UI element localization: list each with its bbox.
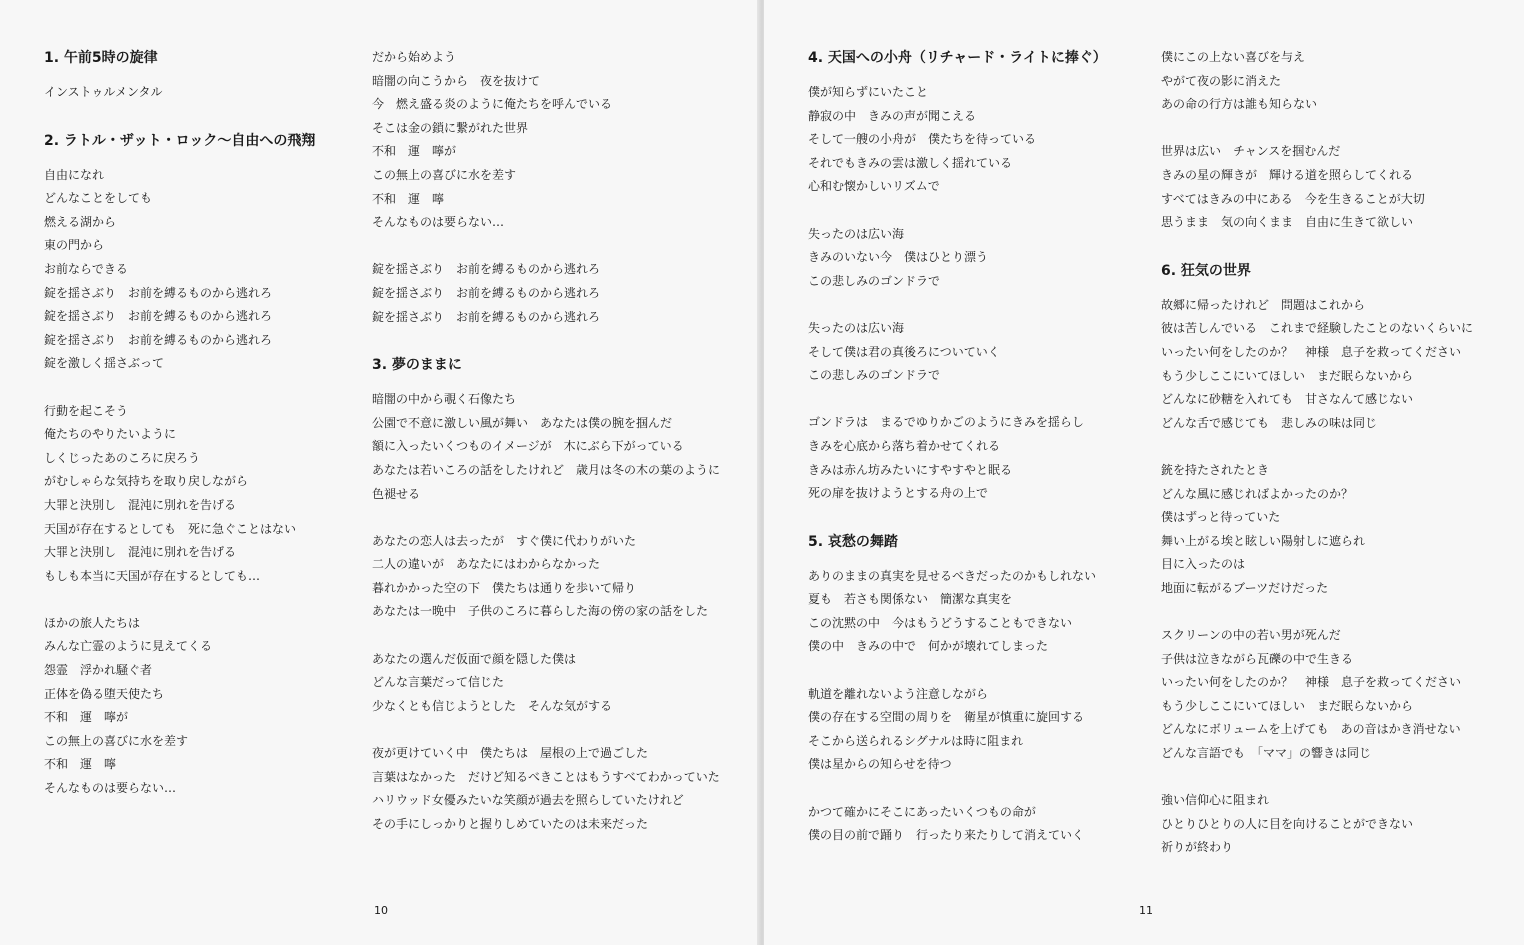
lyric-line: それでもきみの雲は激しく揺れている bbox=[808, 155, 1013, 170]
stanza-break bbox=[372, 506, 742, 530]
page-number-right: 11 bbox=[1139, 904, 1153, 917]
song-spacer bbox=[1161, 235, 1511, 259]
lyric-line: どんなに砂糖を入れても 甘さなんて感じない bbox=[1161, 392, 1414, 407]
lyric-line: 天国が存在するとしても 死に急ぐことはない bbox=[44, 521, 297, 536]
lyric-line: この悲しみのゴンドラで bbox=[808, 273, 941, 288]
lyric-line: どんなにボリュームを上げても あの音はかき消せない bbox=[1161, 722, 1461, 737]
lyric-line: もう少しここにいてほしい まだ眠らないから bbox=[1161, 698, 1414, 713]
lyric-line: あの命の行方は誰も知らない bbox=[1161, 97, 1318, 112]
lyric-line: かつて確かにそこにあったいくつもの命が bbox=[808, 804, 1036, 819]
lyric-line: 錠を揺さぶり お前を縛るものから逃れろ bbox=[44, 285, 273, 300]
lyric-line: 故郷に帰ったけれど 問題はこれから bbox=[1161, 297, 1366, 312]
lyric-line: どんな言葉だって信じた bbox=[372, 675, 505, 690]
lyric-line: 失ったのは広い海 bbox=[808, 320, 905, 335]
right-page bbox=[764, 0, 1524, 945]
lyric-line: 暗闇の向こうから 夜を抜けて bbox=[372, 73, 541, 88]
lyric-line: 静寂の中 きみの声が聞こえる bbox=[808, 108, 977, 123]
lyric-line: 暮れかかった空の下 僕たちは通りを歩いて帰り bbox=[372, 580, 637, 595]
lyric-line: 正体を偽る堕天使たち bbox=[44, 686, 165, 701]
lyric-line: やがて夜の影に消えた bbox=[1161, 73, 1282, 88]
lyric-line: きみのいない今 僕はひとり漂う bbox=[808, 250, 989, 265]
song-title: 5. 哀愁の舞踏 bbox=[808, 533, 898, 550]
lyric-line: 心和む懐かしいリズムで bbox=[808, 179, 940, 194]
lyric-line: この悲しみのゴンドラで bbox=[808, 368, 941, 383]
lyric-line: 夏も 若さも関係ない 簡潔な真実を bbox=[808, 592, 1013, 607]
lyric-line: 言葉はなかった だけど知るべきことはもうすべてわかっていた bbox=[372, 769, 720, 784]
lyric-line: ひとりひとりの人に目を向けることができない bbox=[1161, 816, 1414, 831]
lyric-line: そんなものは要らない… bbox=[44, 781, 177, 796]
right-column-1 bbox=[808, 46, 1138, 848]
lyric-line: もしも本当に天国が存在するとしても… bbox=[44, 568, 261, 583]
lyric-line: がむしゃらな気持ちを取り戻しながら bbox=[44, 474, 249, 489]
lyric-line: あなたは若いころの話をしたけれど 歳月は冬の木の葉のように bbox=[372, 462, 721, 477]
left-page bbox=[0, 0, 760, 945]
lyric-line: 僕はずっと待っていた bbox=[1161, 510, 1281, 525]
lyric-line: この沈黙の中 今はもうどうすることもできない bbox=[808, 615, 1073, 630]
song-block bbox=[1161, 259, 1511, 860]
lyric-line: 銃を持たされたとき bbox=[1161, 462, 1270, 477]
lyric-line: 子供は泣きながら瓦礫の中で生きる bbox=[1161, 651, 1354, 666]
song-title: 1. 午前5時の旋律 bbox=[44, 50, 158, 66]
song-spacer bbox=[372, 329, 742, 353]
lyric-line: どんな風に感じればよかったのか？ bbox=[1161, 486, 1354, 501]
song-block bbox=[372, 353, 742, 836]
left-column-1 bbox=[44, 46, 354, 801]
lyric-line: 僕にこの上ない喜びを与え bbox=[1161, 50, 1306, 64]
lyric-line: 行動を起こそう bbox=[44, 403, 129, 418]
lyric-line: 俺たちのやりたいように bbox=[44, 427, 177, 442]
lyric-line: そして一艘の小舟が 僕たちを待っている bbox=[808, 132, 1037, 147]
lyric-line: 強い信仰心に阻まれ bbox=[1161, 793, 1270, 808]
lyric-line: いったい何をしたのか？ 神様 息子を救ってください bbox=[1161, 344, 1462, 359]
stanza-break bbox=[808, 199, 1138, 223]
lyric-line: スクリーンの中の若い男が死んだ bbox=[1161, 628, 1341, 643]
lyric-line: その手にしっかりと握りしめていたのは未来だった bbox=[372, 816, 649, 831]
song-block bbox=[808, 530, 1138, 848]
lyric-line: 錠を揺さぶり お前を縛るものから逃れろ bbox=[372, 262, 601, 277]
lyric-line: 不和 運 嚀が bbox=[44, 710, 129, 725]
lyric-line: そして僕は君の真後ろについていく bbox=[808, 344, 1000, 359]
song-spacer bbox=[44, 105, 354, 129]
lyric-line: 僕の中 きみの中で 何かが壊れてしまった bbox=[808, 639, 1049, 654]
lyric-line: みんな亡霊のように見えてくる bbox=[44, 639, 213, 654]
lyric-line: インストゥルメンタル bbox=[44, 85, 163, 99]
lyric-line: 大罪と決別し 混沌に別れを告げる bbox=[44, 497, 237, 512]
lyric-line: 不和 運 嚀 bbox=[44, 757, 117, 772]
lyric-line: 今 燃え盛る炎のように俺たちを呼んでいる bbox=[372, 97, 613, 112]
lyric-line: だから始めよう bbox=[372, 50, 457, 64]
lyric-line: 僕の存在する空間の周りを 衛星が慎重に旋回する bbox=[808, 710, 1085, 725]
lyric-line: あなたは一晩中 子供のころに暮らした海の傍の家の話をした bbox=[372, 604, 709, 619]
lyric-line: そこから送られるシグナルは時に阻まれ bbox=[808, 733, 1024, 748]
stanza-break bbox=[372, 624, 742, 648]
lyric-line: 目に入ったのは bbox=[1161, 557, 1246, 572]
stanza-break bbox=[808, 293, 1138, 317]
stanza-break bbox=[1161, 766, 1511, 790]
lyric-line: 不和 運 嚀が bbox=[372, 144, 457, 159]
left-column-2 bbox=[372, 46, 742, 836]
lyric-line: 僕が知らずにいたこと bbox=[808, 85, 929, 99]
lyric-line: どんな舌で感じても 悲しみの味は同じ bbox=[1161, 415, 1378, 430]
song-title: 4. 天国への小舟（リチャード・ライトに捧ぐ） bbox=[808, 50, 1107, 66]
song-block bbox=[808, 46, 1138, 506]
lyric-line: ゴンドラは まるでゆりかごのようにきみを揺らし bbox=[808, 415, 1084, 430]
stanza-break bbox=[44, 376, 354, 400]
stanza-break bbox=[1161, 600, 1511, 624]
lyric-line: ありのままの真実を見せるべきだったのかもしれない bbox=[808, 568, 1097, 583]
lyric-line: 色褪せる bbox=[372, 486, 421, 501]
song-spacer bbox=[808, 506, 1138, 530]
lyric-line: あなたの選んだ仮面で顔を隠した僕は bbox=[372, 651, 577, 666]
lyric-line: 祈りが終わり bbox=[1161, 840, 1234, 855]
song-title: 6. 狂気の世界 bbox=[1161, 262, 1251, 279]
song-title: 3. 夢のままに bbox=[372, 357, 462, 374]
lyric-line: 少なくとも信じようとした そんな気がする bbox=[372, 698, 613, 713]
lyric-line: すべてはきみの中にある 今を生きることが大切 bbox=[1161, 191, 1425, 206]
right-column-2 bbox=[1161, 46, 1511, 860]
lyric-line: 舞い上がる埃と眩しい陽射しに遮られ bbox=[1161, 533, 1366, 548]
lyric-line: 思うまま 気の向くまま 自由に生きて欲しい bbox=[1161, 215, 1414, 230]
lyric-line: 錠を揺さぶり お前を縛るものから逃れろ bbox=[44, 309, 273, 324]
lyric-line: 二人の違いが あなたにはわからなかった bbox=[372, 557, 601, 572]
lyric-line: 世界は広い チャンスを掴むんだ bbox=[1161, 144, 1341, 159]
song-title: 2. ラトル・ザット・ロック～自由への飛翔 bbox=[44, 132, 316, 149]
lyric-line: 不和 運 嚀 bbox=[372, 191, 445, 206]
stanza-break bbox=[372, 235, 742, 259]
lyric-line: 彼は苦しんでいる これまで経験したことのないくらいに bbox=[1161, 321, 1474, 336]
stanza-break bbox=[808, 388, 1138, 412]
lyric-line: 錠を揺さぶり お前を縛るものから逃れろ bbox=[372, 285, 601, 300]
lyric-line: 僕は星からの知らせを待つ bbox=[808, 757, 952, 772]
lyric-line: いったい何をしたのか？ 神様 息子を救ってください bbox=[1161, 675, 1462, 690]
lyric-line: 地面に転がるブーツだけだった bbox=[1161, 580, 1329, 595]
stanza-break bbox=[372, 718, 742, 742]
lyric-line: ハリウッド女優みたいな笑顔が過去を照らしていたけれど bbox=[372, 793, 684, 808]
lyric-line: この無上の喜びに水を差す bbox=[372, 167, 517, 182]
lyric-line: きみは赤ん坊みたいにすやすやと眠る bbox=[808, 462, 1013, 477]
lyric-line: 僕の目の前で踊り 行ったり来たりして消えていく bbox=[808, 828, 1085, 843]
lyric-line: 死の扉を抜けようとする舟の上で bbox=[808, 486, 989, 501]
song-block bbox=[44, 46, 354, 105]
lyric-line: きみの星の輝きが 輝ける道を照らしてくれる bbox=[1161, 167, 1414, 182]
lyric-line: 錠を揺さぶり お前を縛るものから逃れろ bbox=[44, 332, 273, 347]
lyric-line: 燃える湖から bbox=[44, 214, 117, 229]
lyric-line: きみを心底から落ち着かせてくれる bbox=[808, 438, 1001, 453]
lyric-line: 錠を激しく揺さぶって bbox=[44, 356, 165, 371]
lyric-line: どんな言語でも 「ママ」の響きは同じ bbox=[1161, 746, 1372, 761]
lyric-line: 大罪と決別し 混沌に別れを告げる bbox=[44, 545, 237, 560]
lyric-line: お前ならできる bbox=[44, 261, 128, 276]
page-number-left: 10 bbox=[374, 904, 388, 917]
lyric-line: もう少しここにいてほしい まだ眠らないから bbox=[1161, 368, 1414, 383]
lyric-line: 夜が更けていく中 僕たちは 屋根の上で過ごした bbox=[372, 746, 649, 761]
lyric-line: ほかの旅人たちは bbox=[44, 615, 141, 630]
song-block bbox=[372, 46, 742, 329]
lyric-line: この無上の喜びに水を差す bbox=[44, 733, 189, 748]
lyric-line: そんなものは要らない… bbox=[372, 215, 505, 230]
lyric-line: 暗闇の中から覗く石像たち bbox=[372, 392, 517, 407]
lyric-line: 軌道を離れないよう注意しながら bbox=[808, 686, 989, 701]
lyric-line: しくじったあのころに戻ろう bbox=[44, 450, 201, 465]
lyric-line: 失ったのは広い海 bbox=[808, 226, 905, 241]
lyric-line: 額に入ったいくつものイメージが 木にぶら下がっている bbox=[372, 439, 684, 454]
stanza-break bbox=[1161, 117, 1511, 141]
song-block bbox=[44, 129, 354, 801]
lyric-line: 自由になれ bbox=[44, 167, 105, 182]
lyric-line: 公園で不意に激しい風が舞い あなたは僕の腕を掴んだ bbox=[372, 415, 673, 430]
stanza-break bbox=[1161, 435, 1511, 459]
stanza-break bbox=[44, 588, 354, 612]
lyric-line: 怨霊 浮かれ騒ぐ者 bbox=[44, 663, 153, 678]
song-block bbox=[1161, 46, 1511, 235]
stanza-break bbox=[808, 659, 1138, 683]
lyric-line: そこは金の鎖に繋がれた世界 bbox=[372, 120, 529, 135]
lyric-line: あなたの恋人は去ったが すぐ僕に代わりがいた bbox=[372, 533, 637, 548]
stanza-break bbox=[808, 777, 1138, 801]
lyric-line: どんなことをしても bbox=[44, 191, 153, 206]
lyric-line: 錠を揺さぶり お前を縛るものから逃れろ bbox=[372, 309, 601, 324]
lyric-line: 東の門から bbox=[44, 238, 105, 253]
